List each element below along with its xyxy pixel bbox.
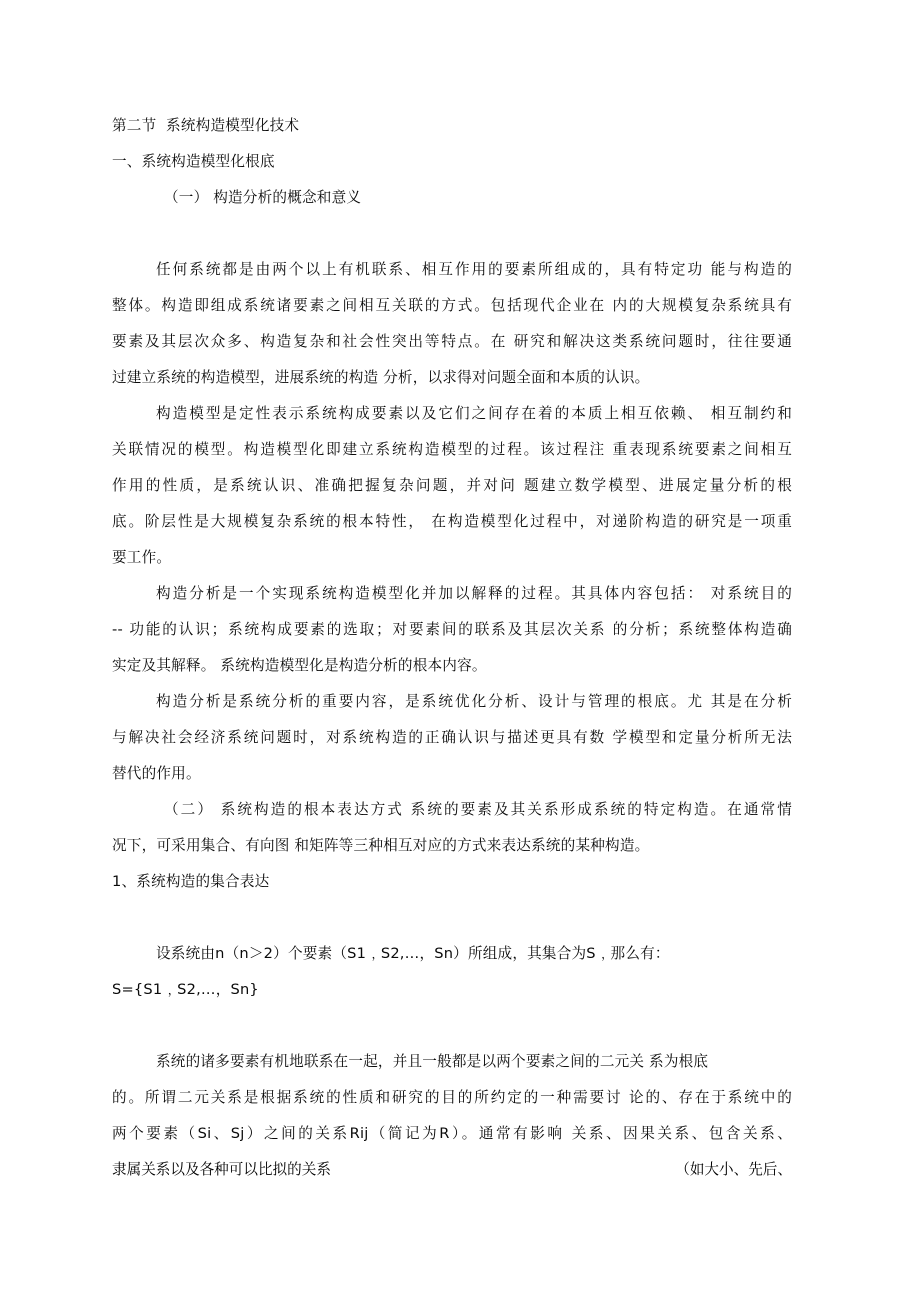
- paragraph-5-line-4-right: （如大小、先后、: [675, 1161, 792, 1178]
- document-body: [112, 108, 792, 1188]
- formula-set-line: S={S1﹐S2,…，Sn}: [112, 981, 259, 998]
- paragraph-5-line-3: 两个要素（Si、Sj）之间的关系Rij（简记为R）。通常有影响 关系、因果关系、包含关系、: [112, 1125, 792, 1142]
- subsection-heading: 一、系统构造模型化根底: [112, 153, 275, 170]
- paragraph-3-line-3: 实定及其解释。 系统构造模型化是构造分析的根本内容。: [112, 657, 487, 674]
- part-one-heading: （一） 构造分析的概念和意义: [164, 189, 362, 206]
- paragraph-3-line-2: -- 功能的认识；系统构成要素的选取；对要素间的联系及其层次关系 的分析；系统整体构造确: [112, 621, 792, 638]
- paragraph-2-line-4: 底。阶层性是大规模复杂系统的根本特性， 在构造模型化过程中，对递阶构造的研究是一项重: [112, 513, 792, 530]
- section-heading: 第二节 系统构造模型化技术: [112, 117, 300, 134]
- paragraph-5-line-4-left: 隶属关系以及各种可以比拟的关系: [112, 1161, 331, 1178]
- paragraph-4-line-3: 替代的作用。: [112, 765, 201, 782]
- part-two-heading-line-1: （二） 系统构造的根本表达方式 系统的要素及其关系形成系统的特定构造。在通常情: [164, 801, 792, 818]
- paragraph-2-line-1: 构造模型是定性表示系统构成要素以及它们之间存在着的本质上相互依赖、 相互制约和: [156, 405, 792, 422]
- paragraph-4-line-2: 与解决社会经济系统问题时，对系统构造的正确认识与描述更具有数 学模型和定量分析所无法: [112, 729, 792, 746]
- paragraph-2-line-5: 要工作。: [112, 549, 172, 566]
- paragraph-2-line-2: 关联情况的模型。构造模型化即建立系统构造模型的过程。该过程注 重表现系统要素之间相互: [112, 441, 792, 458]
- spacer-formula: [112, 900, 792, 936]
- paragraph-1-line-1: 任何系统都是由两个以上有机联系、相互作用的要素所组成的，具有特定功 能与构造的: [156, 261, 792, 278]
- paragraph-5-line-2: 的。所谓二元关系是根据系统的性质和研究的目的所约定的一种需要讨 论的、存在于系统中的: [112, 1089, 792, 1106]
- paragraph-1-line-4: 过建立系统的构造模型，进展系统的构造 分析，以求得对问题全面和本质的认识。: [112, 369, 650, 386]
- paragraph-4-line-1: 构造分析是系统分析的重要内容，是系统优化分析、设计与管理的根底。尤 其是在分析: [156, 693, 792, 710]
- numbered-heading-1: 1、系统构造的集合表达: [112, 873, 270, 890]
- paragraph-5-line-4: [112, 1152, 792, 1188]
- spacer-after-formula: [112, 1008, 792, 1044]
- paragraph-1-line-2: 整体。构造即组成系统诸要素之间相互关联的方式。包括现代企业在 内的大规模复杂系统具有: [112, 297, 792, 314]
- paragraph-3-line-1: 构造分析是一个实现系统构造模型化并加以解释的过程。其具体内容包括： 对系统目的: [156, 585, 792, 602]
- paragraph-5-line-1: 系统的诸多要素有机地联系在一起，并且一般都是以两个要素之间的二元关 系为根底: [156, 1053, 709, 1070]
- paragraph-1-line-3: 要素及其层次众多、构造复杂和社会性突出等特点。在 研究和解决这类系统问题时，往往要通: [112, 333, 792, 350]
- paragraph-2-line-3: 作用的性质，是系统认识、准确把握复杂问题，并对问 题建立数学模型、进展定量分析的根: [112, 477, 792, 494]
- part-two-heading-line-2: 况下，可采用集合、有向图 和矩阵等三种相互对应的方式来表达系统的某种构造。: [112, 837, 650, 854]
- spacer: [112, 216, 792, 252]
- formula-intro-line: 设系统由n（n＞2）个要素（S1﹐S2,…，Sn）所组成，其集合为S﹐那么有：: [156, 945, 670, 962]
